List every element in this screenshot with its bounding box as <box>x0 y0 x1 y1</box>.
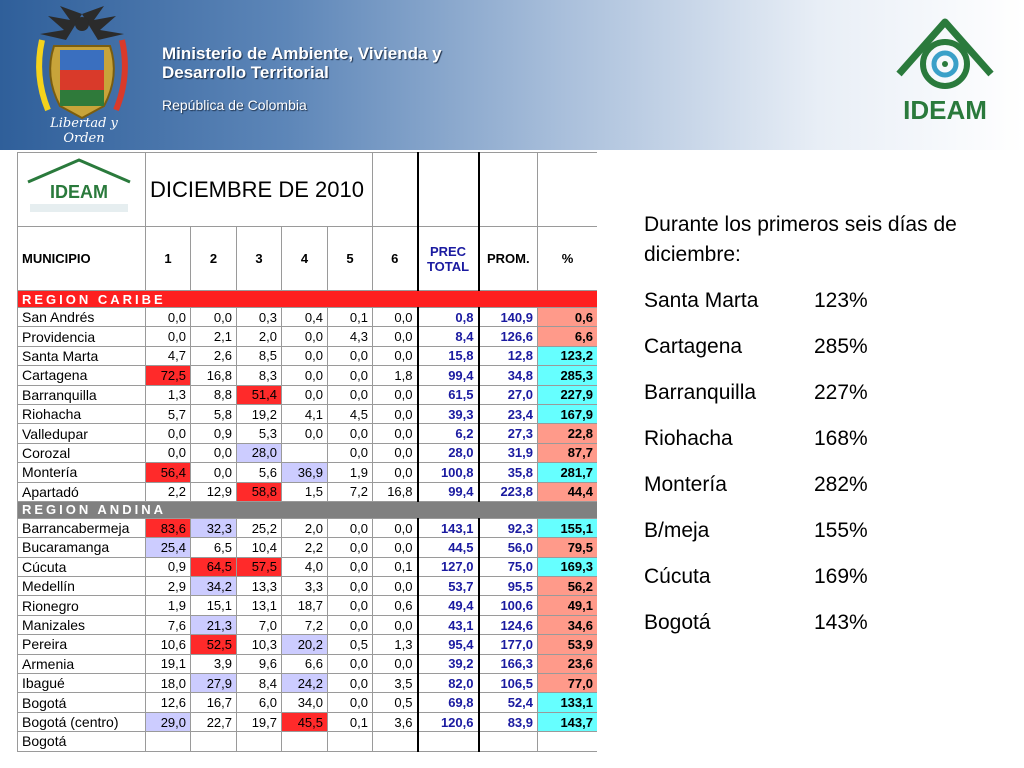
daily-value-cell: 57,5 <box>237 557 282 576</box>
daily-value-cell: 13,1 <box>237 596 282 615</box>
daily-value-cell: 32,3 <box>191 518 237 537</box>
daily-value-cell: 12,9 <box>191 482 237 501</box>
region-row <box>18 501 598 518</box>
daily-value-cell: 25,4 <box>146 538 191 557</box>
daily-value-cell: 19,2 <box>237 404 282 423</box>
percent-cell: 6,6 <box>538 327 598 346</box>
daily-value-cell <box>328 732 373 751</box>
daily-value-cell: 0,0 <box>328 615 373 634</box>
daily-value-cell: 56,4 <box>146 463 191 482</box>
region-row <box>18 291 598 308</box>
percent-cell: 79,5 <box>538 538 598 557</box>
daily-value-cell: 0,0 <box>328 557 373 576</box>
sheet-ideam-logo-icon <box>20 156 138 220</box>
municipality-cell: Riohacha <box>18 404 146 423</box>
daily-value-cell: 4,7 <box>146 346 191 365</box>
total-precipitation-cell: 44,5 <box>418 538 479 557</box>
daily-value-cell: 0,1 <box>328 308 373 327</box>
column-header: 1 <box>146 227 191 291</box>
summary-item <box>644 332 984 378</box>
municipality-cell: Providencia <box>18 327 146 346</box>
average-cell: 34,8 <box>479 366 538 385</box>
municipality-cell: Bucaramanga <box>18 538 146 557</box>
daily-value-cell: 0,0 <box>191 443 237 462</box>
daily-value-cell: 0,0 <box>373 404 418 423</box>
municipality-cell: Rionegro <box>18 596 146 615</box>
percent-cell: 281,7 <box>538 463 598 482</box>
daily-value-cell: 0,0 <box>146 424 191 443</box>
daily-value-cell: 19,1 <box>146 654 191 673</box>
average-cell: 166,3 <box>479 654 538 673</box>
daily-value-cell: 58,8 <box>237 482 282 501</box>
daily-value-cell: 4,5 <box>328 404 373 423</box>
daily-value-cell: 3,9 <box>191 654 237 673</box>
average-cell: 31,9 <box>479 443 538 462</box>
sheet-title: DICIEMBRE DE 2010 <box>146 153 373 227</box>
daily-value-cell: 1,5 <box>282 482 328 501</box>
daily-value-cell: 0,9 <box>146 557 191 576</box>
average-cell: 177,0 <box>479 635 538 654</box>
daily-value-cell: 0,0 <box>373 577 418 596</box>
daily-value-cell: 12,6 <box>146 693 191 712</box>
summary-city: Cúcuta <box>644 565 711 588</box>
summary-percent: 168% <box>814 427 868 450</box>
percent-cell: 133,1 <box>538 693 598 712</box>
table-row <box>18 577 598 596</box>
average-cell: 140,9 <box>479 308 538 327</box>
summary-percent: 227% <box>814 381 868 404</box>
daily-value-cell: 0,0 <box>373 385 418 404</box>
table-row <box>18 404 598 423</box>
daily-value-cell: 7,2 <box>328 482 373 501</box>
region-name: REGION ANDINA <box>18 501 598 518</box>
average-cell: 52,4 <box>479 693 538 712</box>
daily-value-cell: 0,0 <box>373 538 418 557</box>
daily-value-cell: 0,0 <box>282 366 328 385</box>
daily-value-cell: 8,8 <box>191 385 237 404</box>
daily-value-cell: 2,0 <box>237 327 282 346</box>
daily-value-cell: 5,3 <box>237 424 282 443</box>
percent-cell: 34,6 <box>538 615 598 634</box>
daily-value-cell: 24,2 <box>282 674 328 693</box>
summary-percent: 285% <box>814 335 868 358</box>
daily-value-cell: 0,0 <box>328 674 373 693</box>
daily-value-cell: 0,0 <box>328 385 373 404</box>
summary-item <box>644 286 984 332</box>
daily-value-cell: 10,3 <box>237 635 282 654</box>
daily-value-cell: 18,7 <box>282 596 328 615</box>
daily-value-cell: 8,4 <box>237 674 282 693</box>
summary-city: Montería <box>644 473 727 496</box>
daily-value-cell: 0,0 <box>373 443 418 462</box>
daily-value-cell: 2,9 <box>146 577 191 596</box>
daily-value-cell: 0,0 <box>373 327 418 346</box>
column-header-row <box>18 227 598 291</box>
daily-value-cell: 83,6 <box>146 518 191 537</box>
municipality-cell: Barranquilla <box>18 385 146 404</box>
daily-value-cell: 3,5 <box>373 674 418 693</box>
total-precipitation-cell: 82,0 <box>418 674 479 693</box>
daily-value-cell: 2,1 <box>191 327 237 346</box>
total-precipitation-cell: 39,3 <box>418 404 479 423</box>
total-precipitation-cell: 0,8 <box>418 308 479 327</box>
daily-value-cell: 0,4 <box>282 308 328 327</box>
sheet-logo-text: IDEAM <box>50 182 108 202</box>
daily-value-cell: 2,0 <box>282 518 328 537</box>
daily-value-cell: 0,0 <box>373 346 418 365</box>
average-cell: 75,0 <box>479 557 538 576</box>
table-row <box>18 557 598 576</box>
municipality-cell: Ibagué <box>18 674 146 693</box>
percent-cell: 0,6 <box>538 308 598 327</box>
municipality-cell: Medellín <box>18 577 146 596</box>
summary-item <box>644 562 984 608</box>
total-precipitation-cell: 53,7 <box>418 577 479 596</box>
summary-percent: 169% <box>814 565 868 588</box>
total-precipitation-cell: 61,5 <box>418 385 479 404</box>
ministry-line-2: Desarrollo Territorial <box>162 63 329 82</box>
table-row <box>18 518 598 537</box>
republic-name: República de Colombia <box>162 97 307 113</box>
daily-value-cell: 64,5 <box>191 557 237 576</box>
average-cell <box>479 732 538 751</box>
daily-value-cell: 51,4 <box>237 385 282 404</box>
percent-cell: 123,2 <box>538 346 598 365</box>
average-cell: 27,0 <box>479 385 538 404</box>
daily-value-cell: 9,6 <box>237 654 282 673</box>
table-row <box>18 482 598 501</box>
daily-value-cell: 22,7 <box>191 712 237 731</box>
summary-percent: 155% <box>814 519 868 542</box>
summary-item <box>644 608 984 654</box>
average-cell: 23,4 <box>479 404 538 423</box>
table-row <box>18 674 598 693</box>
table-row <box>18 732 598 751</box>
ministry-name <box>162 44 442 82</box>
daily-value-cell: 2,2 <box>282 538 328 557</box>
ministry-line-1: Ministerio de Ambiente, Vivienda y <box>162 44 442 63</box>
daily-value-cell: 5,8 <box>191 404 237 423</box>
daily-value-cell: 7,2 <box>282 615 328 634</box>
daily-value-cell: 27,9 <box>191 674 237 693</box>
municipality-cell: Cartagena <box>18 366 146 385</box>
total-precipitation-cell: 28,0 <box>418 443 479 462</box>
daily-value-cell <box>373 732 418 751</box>
daily-value-cell: 6,0 <box>237 693 282 712</box>
daily-value-cell <box>282 443 328 462</box>
daily-value-cell: 0,0 <box>328 366 373 385</box>
daily-value-cell: 0,0 <box>373 518 418 537</box>
summary-city: Santa Marta <box>644 289 759 312</box>
daily-value-cell: 8,3 <box>237 366 282 385</box>
motto-text: Libertad y Orden <box>50 116 118 146</box>
daily-value-cell: 36,9 <box>282 463 328 482</box>
column-header: 5 <box>328 227 373 291</box>
percent-cell: 44,4 <box>538 482 598 501</box>
daily-value-cell: 0,0 <box>373 424 418 443</box>
table-row <box>18 327 598 346</box>
percent-cell: 77,0 <box>538 674 598 693</box>
summary-percent: 123% <box>814 289 868 312</box>
daily-value-cell: 0,0 <box>373 654 418 673</box>
daily-value-cell: 72,5 <box>146 366 191 385</box>
daily-value-cell: 4,3 <box>328 327 373 346</box>
municipality-cell: Armenia <box>18 654 146 673</box>
daily-value-cell: 0,1 <box>373 557 418 576</box>
total-precipitation-cell: 95,4 <box>418 635 479 654</box>
daily-value-cell: 1,8 <box>373 366 418 385</box>
daily-value-cell: 0,0 <box>146 443 191 462</box>
column-header: MUNICIPIO <box>18 227 146 291</box>
daily-value-cell: 0,0 <box>328 654 373 673</box>
total-precipitation-cell: 69,8 <box>418 693 479 712</box>
daily-value-cell: 8,5 <box>237 346 282 365</box>
daily-value-cell: 0,5 <box>328 635 373 654</box>
daily-value-cell: 5,7 <box>146 404 191 423</box>
daily-value-cell: 0,0 <box>328 424 373 443</box>
daily-value-cell: 0,0 <box>328 518 373 537</box>
daily-value-cell: 0,0 <box>328 443 373 462</box>
daily-value-cell: 13,3 <box>237 577 282 596</box>
daily-value-cell: 0,0 <box>373 308 418 327</box>
header-banner <box>0 0 1024 150</box>
ideam-logo-text: IDEAM <box>903 95 987 125</box>
average-cell: 126,6 <box>479 327 538 346</box>
municipality-cell: Cúcuta <box>18 557 146 576</box>
municipality-cell: Barrancabermeja <box>18 518 146 537</box>
column-header: 3 <box>237 227 282 291</box>
daily-value-cell: 0,0 <box>328 693 373 712</box>
summary-percent: 282% <box>814 473 868 496</box>
daily-value-cell: 45,5 <box>282 712 328 731</box>
daily-value-cell <box>191 732 237 751</box>
daily-value-cell: 0,0 <box>328 538 373 557</box>
daily-value-cell: 20,2 <box>282 635 328 654</box>
average-cell: 223,8 <box>479 482 538 501</box>
daily-value-cell: 16,7 <box>191 693 237 712</box>
daily-value-cell: 0,0 <box>282 346 328 365</box>
table-row <box>18 443 598 462</box>
average-cell: 92,3 <box>479 518 538 537</box>
total-precipitation-cell: 127,0 <box>418 557 479 576</box>
percent-cell <box>538 732 598 751</box>
percent-cell: 87,7 <box>538 443 598 462</box>
total-precipitation-cell: 43,1 <box>418 615 479 634</box>
municipality-cell: Manizales <box>18 615 146 634</box>
percent-cell: 53,9 <box>538 635 598 654</box>
table-row <box>18 596 598 615</box>
summary-city: Cartagena <box>644 335 743 358</box>
percent-cell: 169,3 <box>538 557 598 576</box>
daily-value-cell: 0,0 <box>328 596 373 615</box>
daily-value-cell: 0,0 <box>373 615 418 634</box>
table-row <box>18 424 598 443</box>
average-cell: 95,5 <box>479 577 538 596</box>
summary-city: Barranquilla <box>644 381 757 404</box>
table-row <box>18 712 598 731</box>
municipality-cell: San Andrés <box>18 308 146 327</box>
daily-value-cell: 15,1 <box>191 596 237 615</box>
summary-intro: Durante los primeros seis días de diciembre: <box>644 213 957 266</box>
column-header: 2 <box>191 227 237 291</box>
daily-value-cell: 0,0 <box>191 308 237 327</box>
total-precipitation-cell <box>418 732 479 751</box>
municipality-cell: Valledupar <box>18 424 146 443</box>
title-row <box>18 153 598 227</box>
summary-city: Bogotá <box>644 611 711 634</box>
column-header: 4 <box>282 227 328 291</box>
daily-value-cell: 29,0 <box>146 712 191 731</box>
summary-list <box>644 286 984 654</box>
table-row <box>18 463 598 482</box>
total-precipitation-cell: 143,1 <box>418 518 479 537</box>
average-cell: 83,9 <box>479 712 538 731</box>
daily-value-cell: 0,0 <box>146 308 191 327</box>
sheet-logo-cell <box>18 153 146 227</box>
daily-value-cell: 0,0 <box>146 327 191 346</box>
summary-item <box>644 378 984 424</box>
table-row <box>18 538 598 557</box>
total-precipitation-cell: 100,8 <box>418 463 479 482</box>
percent-cell: 56,2 <box>538 577 598 596</box>
table-row <box>18 693 598 712</box>
daily-value-cell: 2,2 <box>146 482 191 501</box>
daily-value-cell: 3,6 <box>373 712 418 731</box>
daily-value-cell: 0,5 <box>373 693 418 712</box>
daily-value-cell: 0,0 <box>282 385 328 404</box>
daily-value-cell: 7,6 <box>146 615 191 634</box>
average-cell: 124,6 <box>479 615 538 634</box>
daily-value-cell: 21,3 <box>191 615 237 634</box>
daily-value-cell: 4,0 <box>282 557 328 576</box>
municipality-cell: Bogotá <box>18 693 146 712</box>
daily-value-cell: 0,0 <box>328 346 373 365</box>
average-cell: 100,6 <box>479 596 538 615</box>
total-precipitation-cell: 99,4 <box>418 482 479 501</box>
municipality-cell: Pereira <box>18 635 146 654</box>
daily-value-cell: 19,7 <box>237 712 282 731</box>
total-precipitation-cell: 6,2 <box>418 424 479 443</box>
daily-value-cell: 0,6 <box>373 596 418 615</box>
table-row <box>18 635 598 654</box>
rainfall-spreadsheet <box>17 152 597 768</box>
average-cell: 106,5 <box>479 674 538 693</box>
average-cell: 27,3 <box>479 424 538 443</box>
table-row <box>18 366 598 385</box>
total-precipitation-cell: 15,8 <box>418 346 479 365</box>
daily-value-cell: 25,2 <box>237 518 282 537</box>
summary-city: Riohacha <box>644 427 733 450</box>
column-header: PREC TOTAL <box>418 227 479 291</box>
daily-value-cell: 10,4 <box>237 538 282 557</box>
daily-value-cell: 0,0 <box>282 327 328 346</box>
percent-cell: 227,9 <box>538 385 598 404</box>
municipality-cell: Bogotá (centro) <box>18 712 146 731</box>
municipality-cell: Apartadó <box>18 482 146 501</box>
table-row <box>18 308 598 327</box>
daily-value-cell: 16,8 <box>373 482 418 501</box>
daily-value-cell: 0,0 <box>373 463 418 482</box>
daily-value-cell: 4,1 <box>282 404 328 423</box>
daily-value-cell <box>237 732 282 751</box>
table-row <box>18 346 598 365</box>
column-header: PROM. <box>479 227 538 291</box>
daily-value-cell: 0,0 <box>282 424 328 443</box>
daily-value-cell: 10,6 <box>146 635 191 654</box>
daily-value-cell: 16,8 <box>191 366 237 385</box>
table-row <box>18 615 598 634</box>
summary-notes <box>644 210 984 654</box>
average-cell: 12,8 <box>479 346 538 365</box>
daily-value-cell <box>146 732 191 751</box>
total-precipitation-cell: 99,4 <box>418 366 479 385</box>
total-precipitation-cell: 8,4 <box>418 327 479 346</box>
daily-value-cell: 34,2 <box>191 577 237 596</box>
total-precipitation-cell: 120,6 <box>418 712 479 731</box>
municipality-cell: Montería <box>18 463 146 482</box>
percent-cell: 285,3 <box>538 366 598 385</box>
percent-cell: 143,7 <box>538 712 598 731</box>
percent-cell: 22,8 <box>538 424 598 443</box>
daily-value-cell: 1,9 <box>146 596 191 615</box>
total-precipitation-cell: 49,4 <box>418 596 479 615</box>
daily-value-cell: 0,9 <box>191 424 237 443</box>
summary-item <box>644 470 984 516</box>
column-header: % <box>538 227 598 291</box>
percent-cell: 23,6 <box>538 654 598 673</box>
municipality-cell: Bogotá <box>18 732 146 751</box>
column-header: 6 <box>373 227 418 291</box>
average-cell: 35,8 <box>479 463 538 482</box>
daily-value-cell: 0,1 <box>328 712 373 731</box>
daily-value-cell: 7,0 <box>237 615 282 634</box>
daily-value-cell: 1,3 <box>373 635 418 654</box>
summary-city: B/meja <box>644 519 710 542</box>
daily-value-cell: 3,3 <box>282 577 328 596</box>
rainfall-table <box>17 152 597 752</box>
table-row <box>18 385 598 404</box>
daily-value-cell: 1,3 <box>146 385 191 404</box>
daily-value-cell: 2,6 <box>191 346 237 365</box>
daily-value-cell: 52,5 <box>191 635 237 654</box>
daily-value-cell: 18,0 <box>146 674 191 693</box>
percent-cell: 49,1 <box>538 596 598 615</box>
daily-value-cell: 6,6 <box>282 654 328 673</box>
summary-percent: 143% <box>814 611 868 634</box>
total-precipitation-cell: 39,2 <box>418 654 479 673</box>
percent-cell: 167,9 <box>538 404 598 423</box>
daily-value-cell: 34,0 <box>282 693 328 712</box>
summary-item <box>644 516 984 562</box>
region-name: REGION CARIBE <box>18 291 598 308</box>
percent-cell: 155,1 <box>538 518 598 537</box>
municipality-cell: Santa Marta <box>18 346 146 365</box>
daily-value-cell: 6,5 <box>191 538 237 557</box>
municipality-cell: Corozal <box>18 443 146 462</box>
daily-value-cell: 1,9 <box>328 463 373 482</box>
daily-value-cell: 0,0 <box>191 463 237 482</box>
daily-value-cell: 5,6 <box>237 463 282 482</box>
summary-item <box>644 424 984 470</box>
daily-value-cell <box>282 732 328 751</box>
daily-value-cell: 0,3 <box>237 308 282 327</box>
table-row <box>18 654 598 673</box>
daily-value-cell: 28,0 <box>237 443 282 462</box>
daily-value-cell: 0,0 <box>328 577 373 596</box>
average-cell: 56,0 <box>479 538 538 557</box>
